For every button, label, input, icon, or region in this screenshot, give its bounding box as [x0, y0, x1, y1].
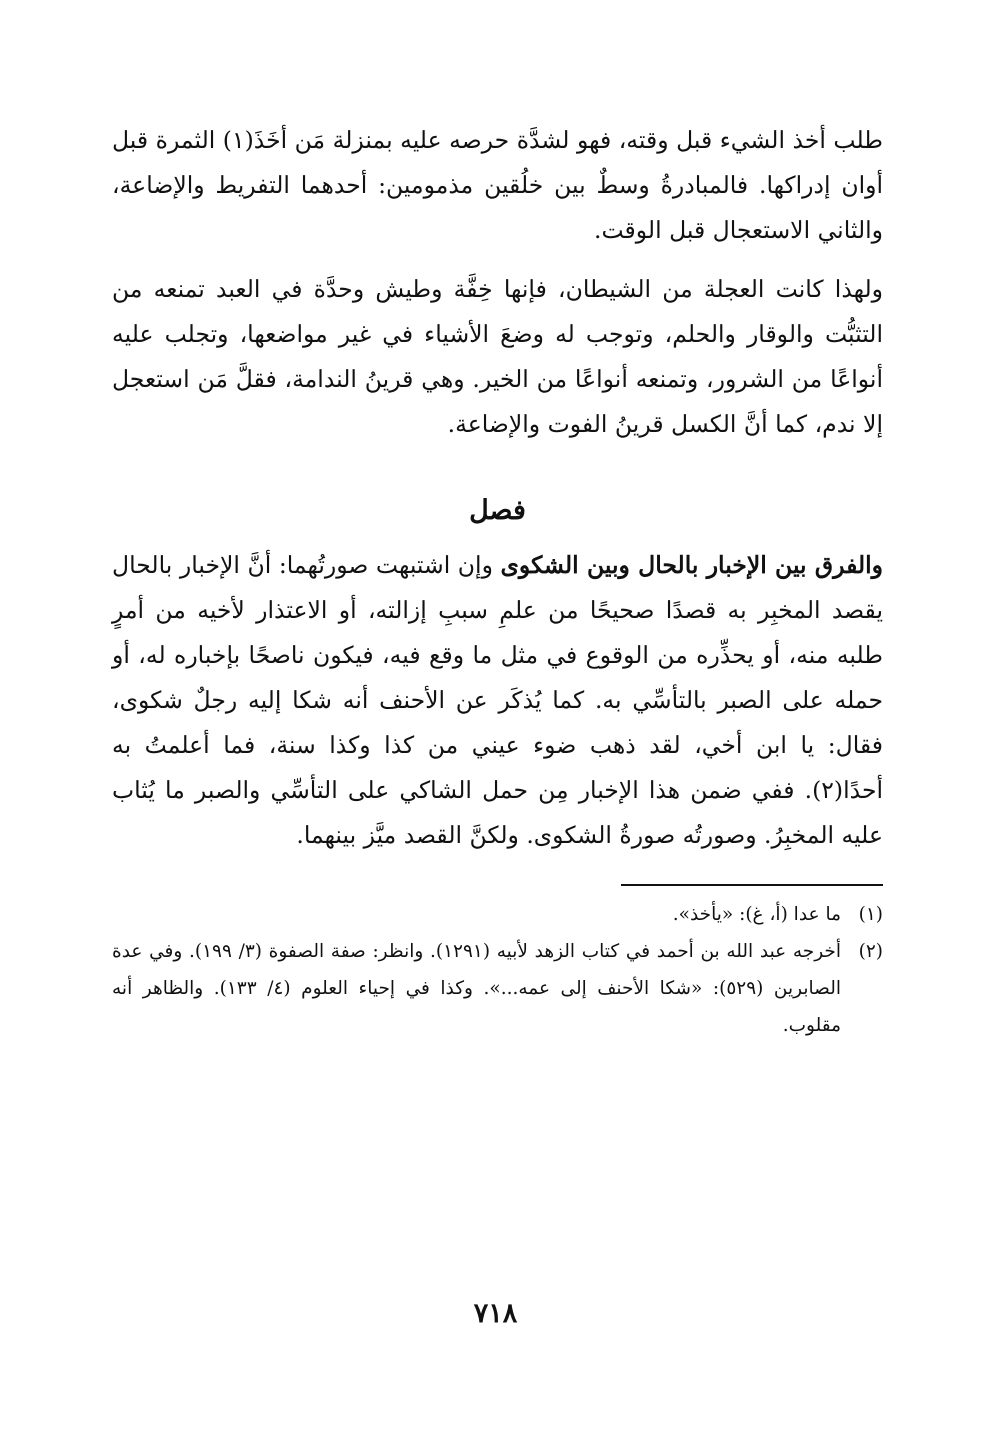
section-heading: فصل	[469, 495, 526, 526]
section-paragraph	[112, 543, 883, 858]
paragraph-2: ولهذا كانت العجلة من الشيطان، فإنها خِفَّة وطيش وحدَّة في العبد تمنعه من التثبُّت والوقار والحلم، وتوجب له وضعَ الأشياء في غير مواضعها، وتجلب عليه أنواعًا من الشرور، وتمنعه أنواعًا من الخير. وهي قرينُ الندامة، فقلَّ مَن استعجل إلا ندم، كما أنَّ الكسل قرينُ الفوت والإضاعة.	[112, 275, 883, 438]
footnote-1-text: ما عدا (أ، غ): «يأخذ».	[672, 904, 841, 925]
paragraph-1: طلب أخذ الشيء قبل وقته، فهو لشدَّة حرصه عليه بمنزلة مَن أخَذَ(١) الثمرة قبل أوان إدراكها. فالمبادرةُ وسطٌ بين خلُقين مذمومين: أحدهما التفريط والإضاعة، والثاني الاستعجال قبل الوقت.	[112, 126, 883, 244]
footnote-1	[112, 896, 883, 933]
footnote-1-number: (١)	[858, 904, 883, 925]
footnote-2-number: (٢)	[858, 941, 883, 962]
page-number: ٧١٨	[473, 1298, 518, 1329]
footnote-separator	[621, 884, 883, 886]
footnote-2-text: أخرجه عبد الله بن أحمد في كتاب الزهد لأبيه (١٢٩١). وانظر: صفة الصفوة (٣/ ١٩٩). وفي عدة الصابرين (٥٢٩): «شكا الأحنف إلى عمه...». وكذا في إحياء العلوم (٤/ ١٣٣). والظاهر أنه مقلوب.	[112, 941, 842, 1036]
section-lead-text: والفرق بين الإخبار بالحال وبين الشكوى	[500, 551, 883, 579]
footnote-2	[112, 933, 883, 1044]
section-body-text: وإن اشتبهت صورتُهما: أنَّ الإخبار بالحال يقصد المخبِر به قصدًا صحيحًا من علمِ سببِ إزالته، أو الاعتذار لأخيه من أمرٍ طلبه منه، أو يحذِّره من الوقوع في مثل ما وقع فيه، فيكون ناصحًا بإخباره له، أو حمله على الصبر بالتأسِّي به. كما يُذكَر عن الأحنف أنه شكا إليه رجلٌ شكوى، فقال: يا ابن أخي، لقد ذهب ضوء عيني من كذا وكذا سنة، فما أعلمتُ به أحدًا(٢). ففي ضمن هذا الإخبار مِن حمل الشاكي على التأسِّي والصبر ما يُثاب عليه المخبِرُ. وصورتُه صورةُ الشكوى. ولكنَّ القصد ميَّز بينهما.	[112, 551, 883, 849]
